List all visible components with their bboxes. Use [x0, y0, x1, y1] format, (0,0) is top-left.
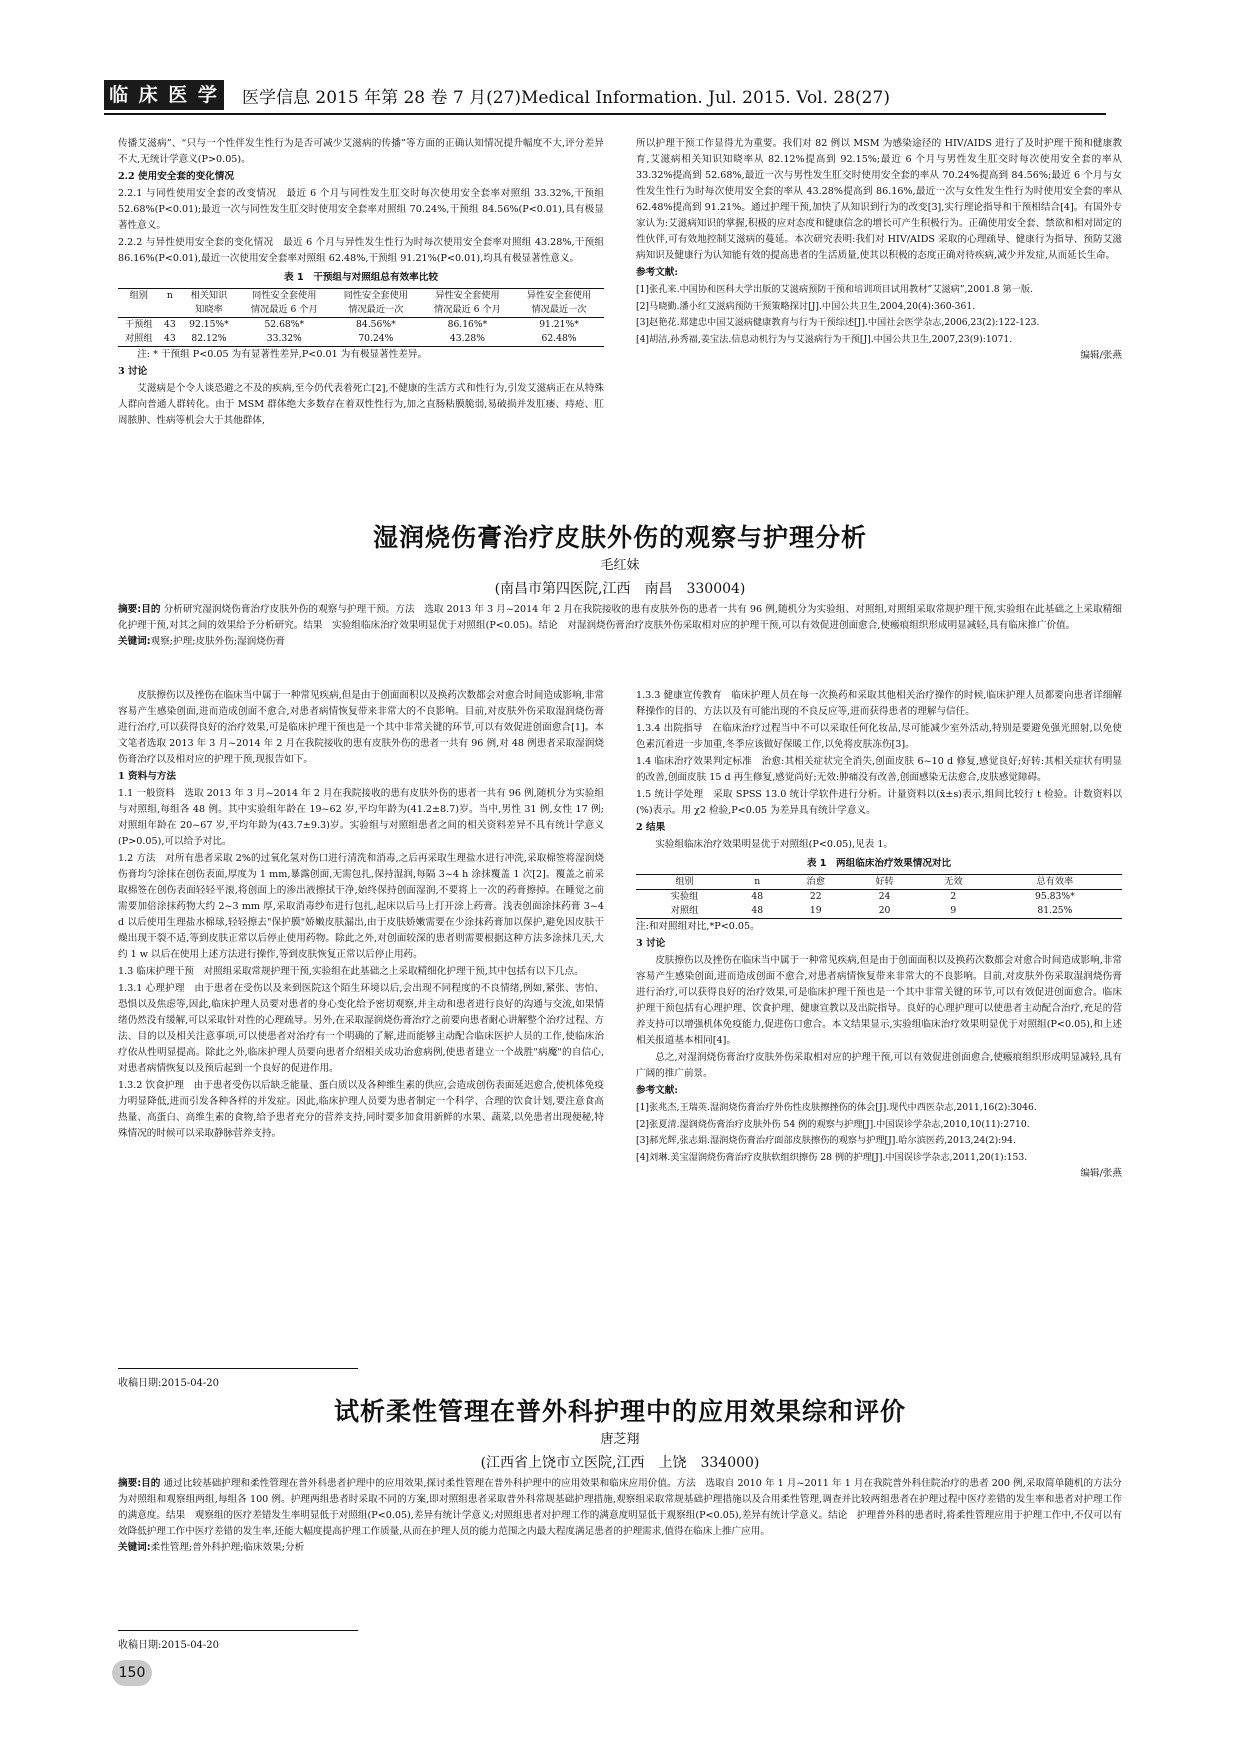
table-cell: 24 — [878, 891, 891, 902]
table-cell: 81.25% — [988, 904, 1122, 919]
reference-item: [1]张兆杰,王瑞英.湿润烧伤膏治疗外伤性皮肤擦挫伤的体会[J].现代中西医杂志,2011,16(2):3046. — [636, 1102, 1037, 1113]
body-paragraph: 所以护理干预工作显得尤为重要。我们对 82 例以 MSM 为感染途径的 HIV/AIDS 进行了及时护理干预和健康教育,艾滋病相关知识知晓率从 82.12%提高到 92.15%;最近 6 个月与男性发生肛交时每次使用安全套的率从 33.32%提高到 52.68%,最近一次与男性发生肛交时使用安全套的率从 70.24%提高到 84.56%;最近 6 个月与女性发生性行为时每次使用安全套的率从 43.28%提高到 86.16%,最近一次与女性发生性行为时使用安全套的率从 62.48%提高到 91.21%。通过护理干预,加快了从知识到行为的改变[3],实行理论指导和干预相结合[4]。有国外专家认为:艾滋病知识的掌握,积极的应对态度和健康信念的增长可产生积极行为。正确使用安全套、禁欲和相对固定的性伙伴,可有效地控制艾滋病的蔓延。本次研究表明:我们对 HIV/AIDS 采取的心理疏导、健康行为指导、预防艾滋病知识及健康行为认知能有效的提高患者的生活质量,使其以积极的态度正确对待疾病,减少并发症,从而延长生命。 — [636, 138, 1122, 261]
page-number: 150 — [112, 1660, 152, 1686]
table-cell: 48 — [751, 891, 764, 902]
reference-item: [2]张夏清.湿润烧伤膏治疗皮肤外伤 54 例的观察与护理[J].中国误诊学杂志,2010,10(11):2710. — [636, 1118, 1030, 1130]
table-header-cell: 组别 — [118, 289, 160, 304]
abstract-label: 摘要:目的 — [118, 604, 161, 615]
article-title: 试析柔性管理在普外科护理中的应用效果综和评价 — [333, 1397, 906, 1426]
table-header-cell: n — [160, 289, 181, 304]
table-header-cell: 相关知识 — [180, 289, 237, 304]
table-header-cell: 情况最近一次 — [514, 303, 604, 318]
table-header-cell: 同性安全套使用 — [238, 289, 331, 304]
editor-credit: 编辑/张燕 — [1080, 1168, 1122, 1179]
abstract-label: 摘要:目的 — [118, 1478, 161, 1489]
article-title: 湿润烧伤膏治疗皮肤外伤的观察与护理分析 — [372, 523, 867, 552]
table-cell: 9 — [919, 904, 988, 919]
abstract-text: 通过比较基础护理和柔性管理在普外科患者护理中的应用效果,探讨柔性管理在普外科护理中的应用效果和临床应用价值。方法 选取自 2010 年 1 月~2011 年 1 月在我院普外科住院治疗的患者 200 例,采取简单随机的方法分为对照组和观察组两组,每组各 100 例。护理两组患者时采取不同的方案,即对照组患者采取普外科常规基础护理措施,观察组采取常规基础护理措施以及合用柔性管理,调查并比较两组患者在护理过程中医疗差错的发生率和患者对护理工作的满意度。结果 观察组的医疗差错发生率明显低于对照组(P<0.05),差异有统计学意义;对照组患者对护理工作的满意度明显低于观察组(P<0.05),差异有统计学意义。结论 护理普外科的患者时,将柔性管理应用于护理工作中,不仅可以有效降低护理工作中医疗差错的发生率,还能大幅度提高护理工作质量,从而在护理人员的能力范围之内最大程度满足患者的护理需求,值得在临床上推广应用。 — [118, 1478, 1122, 1537]
received-divider — [118, 1368, 358, 1369]
table-cell: 70.24% — [331, 332, 421, 347]
body-paragraph: 1.5 统计学处理 采取 SPSS 13.0 统计学软件进行分析。计量资料以(x̄±s)表示,组间比较行 t 检验。计数资料以(%)表示。用 χ2 检验,P<0.05 为差异具有统计学意义。 — [636, 789, 1122, 816]
article-author: 毛红妹 — [600, 558, 640, 573]
table-header-cell: 知晓率 — [180, 303, 237, 318]
section-badge: 临 床 医 学 — [104, 80, 224, 110]
running-head: 医学信息 2015 年第 28 卷 7 月(27)Medical Information. Jul. 2015. Vol. 28(27) — [242, 88, 890, 108]
table-cell: 92.15%* — [189, 319, 229, 330]
table-cell: 33.32% — [238, 332, 331, 347]
section-heading: 3 讨论 — [118, 366, 148, 377]
keywords-label: 关键词: — [118, 636, 151, 647]
table-header-cell: 异性安全套使用 — [514, 289, 604, 304]
table-cell: 2 — [950, 891, 957, 902]
keywords-text: 柔性管理;普外科护理;临床效果;分析 — [150, 1542, 305, 1553]
body-paragraph: 艾滋病是个令人谈恐避之不及的疾病,至今仍代表着死亡[2],不健康的生活方式和性行为,引发艾滋病正在从特殊人群向普通人群转化。由于 MSM 群体绝大多数存在着双性性行为,加之直肠粘膜脆弱,易破损并发肛瘘、痔疮、肛周脓肿、性病等机会大于其他群体, — [118, 383, 604, 426]
table-row — [118, 332, 604, 347]
table-caption: 表 1 两组临床治疗效果情况对比 — [806, 858, 952, 869]
reference-item: [2]马晓勤.潘小红艾滋病预防干预策略探讨[J].中国公共卫生,2004,20(4):360-361. — [636, 300, 976, 312]
table-cell: 对照组 — [118, 332, 160, 347]
article-affiliation: (江西省上饶市立医院,江西 上饶 334000) — [480, 1455, 760, 1471]
table-header-cell — [160, 303, 181, 318]
table-cell: 48 — [733, 904, 781, 919]
table-row — [636, 890, 1122, 905]
results-table — [118, 288, 604, 347]
prev-article-right-column — [636, 136, 1122, 365]
table-cell: 43.28% — [421, 332, 514, 347]
article1-right-column — [636, 688, 1122, 1183]
body-paragraph: 传播艾滋病”、“只与一个性伴发生性行为是否可减少艾滋病的传播”等方面的正确认知情况提升幅度不大,评分差异不大,无统计学意义(P>0.05)。 — [118, 138, 604, 165]
body-paragraph: 1.3.3 健康宣传教育 临床护理人员在每一次换药和采取其他相关治疗操作的时候,临床护理人员都要向患者详细解释操作的目的、方法以及有可能出现的不良反应等,进而获得患者的理解与信任。 — [636, 690, 1122, 717]
table-header-cell: n — [733, 875, 781, 890]
page-header — [104, 80, 1106, 116]
table-cell: 84.56%* — [356, 319, 396, 330]
body-paragraph: 1.4 临床治疗效果判定标准 治愈:其相关症状完全消失,创面皮肤 6~10 d 修复,感觉良好;好转:其相关症状有明显的改善,创面皮肤 15 d 再生修复,感觉尚好;无效:肿痛没有改善,创面感染无法愈合,皮肤感觉障碍。 — [636, 756, 1122, 783]
keywords-text: 观察;护理;皮肤外伤;湿润烧伤膏 — [150, 636, 286, 647]
table-cell: 20 — [850, 904, 919, 919]
table-cell: 91.21%* — [539, 319, 579, 330]
table-header-cell: 情况最近 6 个月 — [238, 303, 331, 318]
body-paragraph: 2.2.2 与异性使用安全套的变化情况 最近 6 个月与异性发生性行为时每次使用安全套率对照组 43.28%,干预组 86.16%(P<0.01),最近一次使用安全套率对照组 62.48%,干预组 91.21%(P<0.01),均具有极显著性意义。 — [118, 237, 604, 264]
table-header-cell: 组别 — [636, 875, 733, 890]
reference-item: [3]赵艳花.郑建忠中国艾滋病健康教育与行为干预综述[J].中国社会医学杂志,2006,23(2):122-123. — [636, 317, 1040, 328]
reference-item: [3]郝光辉,张志娟.湿润烧伤膏治疗面部皮肤擦伤的观察与护理[J].哈尔滨医药,2013,24(2):94. — [636, 1135, 1016, 1146]
table-cell: 82.12% — [180, 332, 237, 347]
table-caption: 表 1 干预组与对照组总有效率比较 — [284, 272, 438, 283]
body-paragraph: 1.3.2 饮食护理 由于患者受伤以后缺乏能量、蛋白质以及各种维生素的供应,会造成创伤表面延迟愈合,使机体免疫力明显降低,进而引发各种各样的并发症。因此,临床护理人员要为患者制定一个科学、合理的饮食计划,要注意食高热量、高蛋白、高维生素的食物,给予患者充分的营养支持,同时要多加食用新鲜的水果、蔬菜,以免患者出现便秘,特殊情况的时候可以采取静脉营养支持。 — [118, 1080, 604, 1139]
table-note: 注: * 干预组 P<0.05 为有显著性差异,P<0.01 为有极显著性差异。 — [137, 349, 428, 360]
results-table — [636, 874, 1122, 919]
article-author: 唐芝翔 — [600, 1432, 640, 1447]
references-heading: 参考文献: — [636, 1085, 678, 1096]
table-header-cell — [118, 303, 160, 318]
table-cell: 43 — [164, 319, 176, 330]
section-heading: 2 结果 — [636, 822, 666, 833]
table-cell: 62.48% — [514, 332, 604, 347]
reference-item: [4]胡洁,孙秀福,姜宝法.信息动机行为与艾滋病行为干预[J].中国公共卫生,2007,23(9):1071. — [636, 333, 1013, 345]
table-cell: 22 — [809, 891, 822, 902]
body-paragraph: 2.2.1 与同性使用安全套的改变情况 最近 6 个月与同性发生肛交时每次使用安全套率对照组 33.32%,干预组 52.68%(P<0.01);最近一次与同性发生肛交时使用安全套率对照组 70.24%,干预组 84.56%(P<0.01),具有极显著性意义。 — [118, 188, 604, 231]
section-heading: 1 资料与方法 — [118, 771, 176, 782]
received-date: 收稿日期:2015-04-20 — [118, 1640, 220, 1651]
body-paragraph: 1.3.1 心理护理 由于患者在受伤以及来到医院这个陌生环境以后,会出现不同程度的不良情绪,例如,紧张、害怕、恐惧以及焦虑等,因此,临床护理人员要对患者的身心变化给予密切观察,并主动和患者进行良好的沟通与交流,如果情绪仍然没有缓解,可以采取针对性的心理疏导。另外,在采取湿润烧伤膏治疗之前要向患者耐心讲解整个治疗过程、方法、目的以及相关注意事项,可以使患者对治疗有一个明确的了解,进而能够主动配合临床医护人员的工作,使临床治疗依从性明显提高。除此之外,临床护理人员要向患者介绍相关成功治愈病例,使患者建立一个战胜"病魔"的自信心,对患者病情恢复以及预后起到一个良好的促进作用。 — [118, 983, 604, 1074]
body-paragraph: 1.3 临床护理干预 对照组采取常规护理干预,实验组在此基础之上采取精细化护理干预,其中包括有以下几点。 — [118, 966, 584, 977]
table-header-cell: 同性安全套使用 — [331, 289, 421, 304]
section-heading: 3 讨论 — [636, 938, 666, 949]
abstract-text: 分析研究湿润烧伤膏治疗皮肤外伤的观察与护理干预。方法 选取 2013 年 3 月~2014 年 2 月在我院接收的患有皮肤外伤的患者一共有 96 例,随机分为实验组、对照组,对照组采取常规护理干预,实验组在此基础之上采取精细化护理干预,对其之间的效果给予分析研究。结果 实验组临床治疗效果明显优于对照组(P<0.05)。结论 对湿润烧伤膏治疗皮肤外伤采取相对应的护理干预,可以有效促进创面愈合,使瘢痕组织形成明显减轻,具有临床推广价值。 — [118, 604, 1122, 631]
table-cell: 95.83%* — [1035, 891, 1075, 902]
table-cell: 干预组 — [124, 319, 153, 330]
body-paragraph: 实验组临床治疗效果明显优于对照组(P<0.05),见表 1。 — [655, 839, 894, 850]
table-cell: 43 — [160, 332, 181, 347]
table-row — [118, 318, 604, 333]
editor-credit: 编辑/张燕 — [1080, 350, 1122, 361]
table-cell: 对照组 — [636, 904, 733, 919]
body-paragraph: 皮肤擦伤以及挫伤在临床当中属于一种常见疾病,但是由于创面面积以及换药次数都会对愈合时间造成影响,非常容易产生感染创面,进而造成创面不愈合,对患者病情恢复带来非常大的不良影响。目前,对皮肤外伤采取湿润烧伤膏进行治疗,可以获得良好的治疗效果,可是临床护理干预也是一个其中非常关键的环节,可以有效促进创面愈合[1]。本文笔者选取 2013 年 3 月~2014 年 2 月在我院接收的患有皮肤外伤的患者一共有 96 例,对 48 例患者采取湿润烧伤膏治疗以及相对应的护理干预,现报告如下。 — [118, 690, 604, 765]
body-paragraph: 1.1 一般资料 选取 2013 年 3 月~2014 年 2 月在我院接收的患有皮肤外伤的患者一共有 96 例,随机分为实验组与对照组,每组各 48 例。其中实验组年龄在 19~62 岁,平均年龄为(41.2±8.7)岁。当中,男性 31 例,女性 17 例;对照组年龄在 20~67 岁,平均年龄为(43.7±9.3)岁。实验组与对照组患者之间的相关资料差异不具有统计学意义(P>0.05),可以给予对比。 — [118, 788, 604, 847]
table-row — [636, 904, 1122, 919]
body-paragraph: 1.2 方法 对所有患者采取 2%的过氧化氢对伤口进行清洗和消毒,之后再采取生理盐水进行冲洗,采取棉签将湿润烧伤膏均匀涂抹在创伤表面,厚度为 1 mm,暴露创面,无需包扎,保持湿润,每隔 3~4 h 涂抹覆盖 1 次[2]。覆盖之前采取棉签在创伤表面轻轻平滚,将创面上的渗出液擦拭干净,始终保持创面湿润,不要将上一次的药膏擦掉。在睡觉之前需要加倍涂抹药物大约 2~3 mm 厚,采取消毒纱布进行包扎,起床以后马上打开涂上药膏。浅表创面涂抹药膏 3~4 d 以后使用生理盐水棉球,轻轻擦去"保护膜"娇嫩皮肤漏出,由于皮肤娇嫩需要在少涂抹药膏加以保护,避免因皮肤干燥出现干裂不适,等到皮肤正常以后停止使用药物。除此之外,对创面较深的患者则需要根据这种方法多涂抹几天,大约 1 w 以后在使用上述方法进行操作,等到皮肤恢复正常以后停止用药。 — [118, 853, 604, 960]
section-heading: 2.2 使用安全套的变化情况 — [118, 171, 234, 182]
table-cell: 52.68%* — [264, 319, 305, 330]
table-header-cell: 异性安全套使用 — [421, 289, 514, 304]
table-header-cell: 无效 — [919, 875, 988, 890]
reference-item: [1]张孔来.中国协和医科大学出版的艾滋病预防干预和培训项目试用教材”艾滋病”,2001.8 第一版. — [636, 284, 1033, 295]
article-abstract — [118, 1476, 1122, 1556]
keywords-label: 关键词: — [118, 1542, 151, 1553]
table-note: 注:和对照组对比,*P<0.05。 — [636, 921, 760, 932]
received-divider — [118, 1630, 358, 1631]
table-cell: 86.16%* — [447, 319, 488, 330]
prev-article-left-column — [118, 136, 604, 430]
references-heading: 参考文献: — [636, 267, 678, 278]
table-cell: 实验组 — [670, 891, 699, 902]
table-header-cell: 总有效率 — [988, 875, 1122, 890]
table-header-cell: 情况最近一次 — [331, 303, 421, 318]
body-paragraph: 1.3.4 出院指导 在临床治疗过程当中不可以采取任何化妆品,尽可能减少室外活动,特别是要避免强光照射,以免使色素沉着进一步加重,冬季应该做好保暖工作,以免将皮肤冻伤[3]。 — [636, 723, 1122, 750]
reference-item: [4]刘琳.美宝湿润烧伤膏治疗皮肤软组织擦伤 28 例的护理[J].中国误诊学杂志,2011,20(1):153. — [636, 1151, 1028, 1163]
article-abstract — [118, 602, 1122, 650]
received-date: 收稿日期:2015-04-20 — [118, 1378, 220, 1389]
body-paragraph: 皮肤擦伤以及挫伤在临床当中属于一种常见疾病,但是由于创面面积以及换药次数都会对愈合时间造成影响,非常容易产生感染创面,进而造成创面不愈合,对患者病情恢复带来非常大的不良影响。目前,对皮肤外伤采取湿润烧伤膏进行治疗,可以获得良好的治疗效果,可是临床护理干预也是一个其中非常关键的环节,可以有效促进创面愈合。临床护理干预包括有心理护理、饮食护理、健康宣教以及出院指导。良好的心理护理可以使患者主动配合治疗,充足的营养支持可以增强机体免疫能力,促进伤口愈合。本文结果显示,实验组临床治疗效果明显优于对照组(P<0.05),和上述相关报道基本相同[4]。 — [636, 955, 1122, 1046]
article-affiliation: (南昌市第四医院,江西 南昌 330004) — [494, 581, 746, 597]
table-header-cell: 情况最近 6 个月 — [421, 303, 514, 318]
body-paragraph: 总之,对湿润烧伤膏治疗皮肤外伤采取相对应的护理干预,可以有效促进创面愈合,使瘢痕组织形成明显减轻,具有广阔的推广前景。 — [636, 1052, 1122, 1079]
table-header-cell: 好转 — [850, 875, 919, 890]
article1-left-column — [118, 688, 604, 1143]
header-rule — [104, 113, 1106, 115]
table-header-cell: 治愈 — [781, 875, 850, 890]
table-cell: 19 — [781, 904, 850, 919]
